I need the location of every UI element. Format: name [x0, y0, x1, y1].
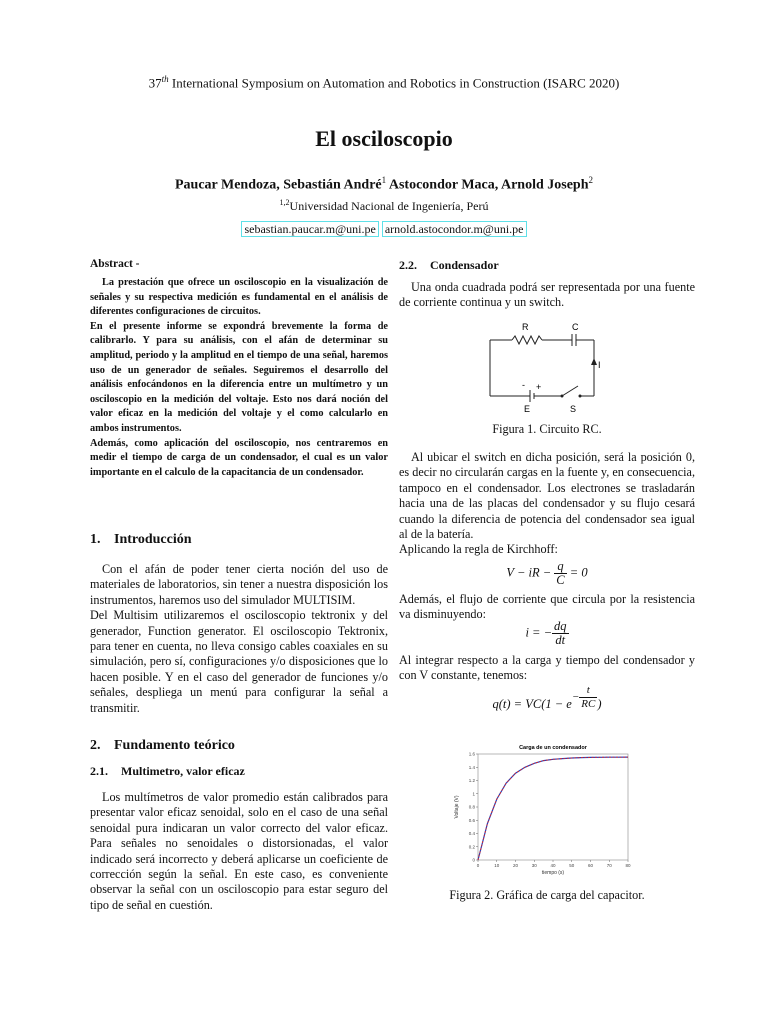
- author-1-sup: 1: [381, 175, 387, 185]
- header-text: International Symposium on Automation and Robotics in Construction (ISARC 2020): [168, 75, 620, 91]
- subsection-title: Condensador: [430, 258, 499, 272]
- integrar-paragraph: Al integrar respecto a la carga y tiempo del condensador y con V constante, tenemos:: [399, 653, 695, 683]
- email-link-2[interactable]: arnold.astocondor.m@uni.pe: [382, 221, 527, 237]
- x-tick-label: 50: [569, 863, 575, 868]
- section-title: Fundamento teórico: [114, 738, 235, 753]
- condensador-intro: Una onda cuadrada podrá ser representada por una fuente de corriente continua y un switch.: [399, 280, 695, 310]
- abstract-heading: Abstract -: [90, 258, 140, 270]
- intro-paragraph: Con el afán de poder tener cierta noción del uso de materiales de laboratorios, sin tener a nuestra disposición los instrumentos, haremos uso del simulador MULTISIM.: [90, 562, 388, 607]
- section-heading-fundamento: [90, 738, 388, 754]
- label-i: I: [598, 360, 601, 370]
- plot-area: [478, 754, 628, 860]
- eq1-rhs: = 0: [566, 565, 588, 580]
- switch-paragraph: Al ubicar el switch en dicha posición, será la posición 0, es decir no circularán cargas en la fuente y, en consecuencia, tampoco en el condensador. Los electrones se trasladarán hacia una de las placas del condensador y su flujo cesará cuando la diferencia de potencia del condensador sea igual al de la batería.: [399, 450, 695, 542]
- paper-title: El osciloscopio: [315, 126, 453, 151]
- label-r: R: [522, 322, 529, 332]
- label-s: S: [570, 404, 577, 414]
- eq3-exp-sign: −: [571, 691, 580, 704]
- eq1-fraction: [554, 560, 566, 587]
- section-number: 2.: [90, 738, 101, 753]
- x-tick-label: 70: [606, 863, 612, 868]
- intro-paragraph: Del Multisim utilizaremos el osciloscopio tektronix y del generador, Function generator. El osciloscopio Tektronix, para tener en cuenta, no lleva consigo cables coaxiales en su simulación, pero sí, configuraciones y/o disposiciones que lo hacen posible. Y en el caso del generador de funciones y/o señales, despliega un menú para configurar la señal a transmitir.: [90, 608, 388, 715]
- y-tick-label: 1.6: [468, 751, 475, 757]
- eq1-den: C: [556, 573, 565, 587]
- x-tick-label: 60: [587, 863, 594, 868]
- intro-body: [90, 562, 388, 716]
- switch-lever: [562, 386, 578, 396]
- y-tick-label: 0: [472, 857, 475, 863]
- x-tick-label: 10: [494, 863, 500, 868]
- y-tick-label: 1.4: [468, 764, 475, 770]
- figure-1-caption: Figura 1. Circuito RC.: [492, 422, 602, 436]
- label-e: E: [524, 404, 531, 414]
- label-plus: +: [536, 382, 542, 392]
- label-minus: -: [522, 380, 525, 390]
- resistor-symbol: [512, 336, 542, 344]
- subsection-title: Multimetro, valor eficaz: [121, 764, 245, 778]
- condensador-body: [399, 450, 695, 558]
- figure-2-caption: Figura 2. Gráfica de carga del capacitor.: [449, 888, 645, 902]
- header-number: 37: [148, 75, 162, 91]
- current-arrow-icon: [591, 358, 597, 365]
- section-title: Introducción: [114, 532, 192, 547]
- x-tick-label: 40: [550, 863, 556, 868]
- abstract-paragraph: En el presente informe se expondrá brevemente la forma de calibrarlo. Y para su análisis, con el afán de determinar su amplitud, periodo y la amplitud en el tiempo de una señal, haremos uso de un generador de señales. Seguiremos el desarrollo del análisis enfocándonos en la diferencia entre un multímetro y un osciloscopio en la medición del voltaje. Esto nos dará noción del valor eficaz en la medición del voltaje y el como calcularlo en ambos instrumentos.: [90, 320, 388, 434]
- abstract-paragraph: Además, como aplicación del osciloscopio, nos centraremos en medir el tiempo de carga de un condensador, el cual es un valor importante en el calculo de la capacitancia de un condensador.: [90, 437, 388, 478]
- eq3-lhs: q(t) = VC(1 − e: [492, 697, 572, 712]
- label-c: C: [572, 322, 579, 332]
- x-tick-label: 30: [531, 863, 537, 868]
- emails: [0, 222, 768, 237]
- y-tick-label: 0.2: [468, 844, 475, 850]
- equation-current: [399, 620, 695, 647]
- chart-title: Carga de un condensador: [519, 745, 587, 751]
- eq2-num: dq: [554, 619, 567, 633]
- flujo-paragraph: Además, el flujo de corriente que circula por la resistencia va disminuyendo:: [399, 592, 695, 622]
- charge-chart: [448, 740, 638, 880]
- eq3-rhs: ): [597, 697, 602, 712]
- section-heading-introduccion: [90, 532, 388, 548]
- kirchhoff-paragraph: Aplicando la regla de Kirchhoff:: [399, 542, 558, 557]
- abstract-section: [90, 258, 388, 480]
- eq2-fraction: [552, 620, 569, 647]
- y-tick-label: 0.6: [468, 817, 475, 823]
- rc-circuit-figure: [478, 318, 618, 418]
- y-axis-label: Voltaje (V): [454, 795, 460, 819]
- eq3-fraction: [579, 684, 597, 711]
- x-tick-label: 80: [625, 863, 631, 868]
- author-2-sup: 2: [588, 175, 593, 185]
- y-tick-label: 1.2: [468, 778, 475, 783]
- affiliation-sup: 1,2: [279, 198, 290, 207]
- affiliation-text: Universidad Nacional de Ingeniería, Perú: [289, 199, 489, 213]
- x-axis-label: tiempo (s): [541, 870, 565, 876]
- x-tick-label: 20: [512, 863, 519, 868]
- y-tick-label: 0.8: [468, 804, 475, 810]
- equation-charge: [399, 684, 695, 712]
- authors: [0, 175, 768, 194]
- affiliation: [0, 198, 768, 214]
- eq3-num: t: [579, 684, 597, 698]
- subsection-number: 2.1.: [90, 764, 108, 778]
- abstract-paragraph: La prestación que ofrece un osciloscopio en la visualización de señales y su respectiva medición es fundamental en el análisis de diferentes configuraciones de circuitos.: [90, 277, 388, 318]
- subsection-number: 2.2.: [399, 258, 417, 272]
- email-link-1[interactable]: sebastian.paucar.m@uni.pe: [241, 221, 378, 237]
- eq2-lhs: i = −: [525, 625, 553, 640]
- y-tick-label: 1: [472, 791, 475, 797]
- eq2-den: dt: [555, 633, 566, 647]
- y-tick-label: 0.4: [468, 831, 475, 836]
- eq3-den: RC: [581, 698, 596, 710]
- header-sup: th: [161, 74, 169, 84]
- eq1-num: q: [554, 560, 566, 574]
- multimetro-paragraph: Los multímetros de valor promedio están calibrados para presentar valor eficaz senoidal, solo en el caso de una señal senoidal pura indicaran un valor correcto del valor eficaz. Para señales no senoidales o distorsionadas, el valor indicado será incorrecto y deberá aplicarse un coeficiente de corrección según la señal. En este caso, es conveniente observar la señal con un osciloscopio para estar seguro del tipo de señal en cuestión.: [90, 790, 388, 912]
- subsection-heading-multimetro: [90, 764, 388, 779]
- subsection-heading-condensador: [399, 258, 695, 273]
- eq1-lhs: V − iR −: [506, 565, 555, 580]
- section-number: 1.: [90, 532, 101, 547]
- author-1: Paucar Mendoza, Sebastián André: [174, 177, 382, 193]
- equation-kirchhoff: [399, 560, 695, 587]
- author-2: Astocondor Maca, Arnold Joseph: [386, 177, 589, 193]
- x-tick-label: 0: [476, 863, 480, 868]
- conference-header: [0, 74, 768, 91]
